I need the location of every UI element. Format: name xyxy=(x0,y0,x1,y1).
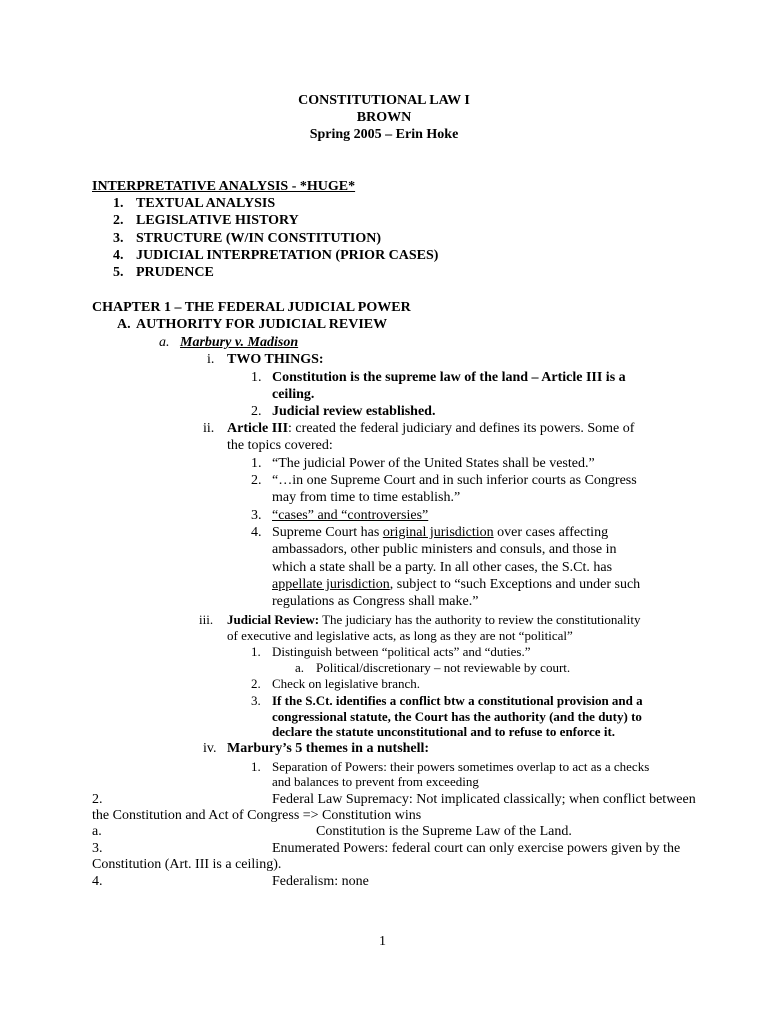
item-num: 1. xyxy=(251,759,261,774)
list-item-cont: Constitution (Art. III is a ceiling). xyxy=(92,857,282,872)
item-num: 4. xyxy=(251,525,262,540)
list-item: Political/discretionary – not reviewable by court. xyxy=(316,660,571,675)
list-item-cont: which a state shall be a party. In all other cases, the S.Ct. has xyxy=(272,560,613,575)
list-item: TEXTUAL ANALYSIS xyxy=(136,196,276,211)
list-item-num: 3. xyxy=(113,231,124,246)
list-item: Constitution is the Supreme Law of the Land. xyxy=(316,824,572,839)
item-num: 4. xyxy=(92,874,103,889)
list-item: Check on legislative branch. xyxy=(272,676,421,691)
item-num: 2. xyxy=(251,676,261,691)
item-num: 1. xyxy=(251,370,262,385)
subsection-heading: Marbury’s 5 themes in a nutshell: xyxy=(227,741,430,756)
item-letter: a. xyxy=(295,660,305,675)
original-jurisdiction: original jurisdiction xyxy=(382,525,494,540)
judicial-review-label: Judicial Review: xyxy=(227,612,320,627)
article3-intro xyxy=(227,421,634,437)
doc-term: Spring 2005 – Erin Hoke xyxy=(309,127,459,142)
list-item-num: 5. xyxy=(113,265,124,280)
list-item: If the S.Ct. identifies a conflict btw a constitutional provision and a xyxy=(272,693,643,708)
list-item: declare the statute unconstitutional and to refuse to enforce it. xyxy=(272,724,616,739)
list-item: Judicial review established. xyxy=(272,404,436,419)
list-item xyxy=(272,525,608,541)
item-num: 2. xyxy=(251,473,262,488)
interpretative-heading: INTERPRETATIVE ANALYSIS - *HUGE* xyxy=(92,179,356,194)
section-heading: AUTHORITY FOR JUDICIAL REVIEW xyxy=(136,317,388,332)
list-item-cont: regulations as Congress shall make.” xyxy=(272,594,479,609)
item-letter: a. xyxy=(92,824,102,839)
list-item: and balances to prevent from exceeding xyxy=(272,774,479,789)
item-num: 1. xyxy=(251,644,261,659)
roman-num: iii. xyxy=(199,612,214,627)
text-span: , subject to “such Exceptions and under such xyxy=(389,577,641,592)
list-item: “The judicial Power of the United States shall be vested.” xyxy=(272,456,595,471)
item-num: 3. xyxy=(251,693,261,708)
item-num: 2. xyxy=(251,404,262,419)
roman-num: i. xyxy=(207,352,215,367)
list-item: Distinguish between “political acts” and “duties.” xyxy=(272,644,531,659)
list-item-num: 4. xyxy=(113,248,124,263)
list-item-num: 1. xyxy=(113,196,124,211)
chapter-heading: CHAPTER 1 – THE FEDERAL JUDICIAL POWER xyxy=(92,300,411,315)
case-letter: a. xyxy=(159,335,170,350)
judicial-review-text: of executive and legislative acts, as long as they are not “political” xyxy=(227,628,573,643)
case-name: Marbury v. Madison xyxy=(180,335,299,350)
doc-professor: BROWN xyxy=(356,110,412,125)
list-item: “…in one Supreme Court and in such inferior courts as Congress xyxy=(272,473,637,488)
item-num: 3. xyxy=(251,508,262,523)
article3-text: : created the federal judiciary and defines its powers. Some of xyxy=(288,421,635,436)
subsection-heading: TWO THINGS: xyxy=(227,352,324,367)
list-item: “cases” and “controversies” xyxy=(272,508,429,523)
text-span: The judiciary has the authority to review the constitutionality xyxy=(319,612,641,627)
list-item-num: 2. xyxy=(113,213,124,228)
list-item: Separation of Powers: their powers sometimes overlap to act as a checks xyxy=(272,759,650,774)
list-item: JUDICIAL INTERPRETATION (PRIOR CASES) xyxy=(136,248,439,263)
list-item-cont: ambassadors, other public ministers and consuls, and those in xyxy=(272,542,617,557)
list-item: ceiling. xyxy=(272,387,315,402)
section-letter: A. xyxy=(117,317,131,332)
appellate-jurisdiction: appellate jurisdiction xyxy=(272,577,390,592)
judicial-review-intro xyxy=(227,612,641,628)
list-item: STRUCTURE (W/IN CONSTITUTION) xyxy=(136,231,382,246)
list-item: Federal Law Supremacy: Not implicated classically; when conflict between xyxy=(272,792,696,807)
list-item: Federalism: none xyxy=(272,874,369,889)
list-item: LEGISLATIVE HISTORY xyxy=(136,213,299,228)
text-span: Supreme Court has xyxy=(272,525,383,540)
list-item: PRUDENCE xyxy=(136,265,214,280)
article3-text: the topics covered: xyxy=(227,438,333,453)
list-item: congressional statute, the Court has the authority (and the duty) to xyxy=(272,709,642,724)
list-item: Constitution is the supreme law of the land – Article III is a xyxy=(272,370,626,385)
list-item-cont: the Constitution and Act of Congress => Constitution wins xyxy=(92,808,422,823)
list-item-cont xyxy=(272,577,640,593)
roman-num: iv. xyxy=(203,741,217,756)
item-num: 2. xyxy=(92,792,103,807)
doc-title: CONSTITUTIONAL LAW I xyxy=(298,93,470,108)
article3-label: Article III xyxy=(227,421,289,436)
page-number: 1 xyxy=(379,934,386,949)
roman-num: ii. xyxy=(203,421,215,436)
list-item: may from time to time establish.” xyxy=(272,490,461,505)
list-item: Enumerated Powers: federal court can only exercise powers given by the xyxy=(272,841,681,856)
text-span: over cases affecting xyxy=(493,525,609,540)
item-num: 3. xyxy=(92,841,103,856)
item-num: 1. xyxy=(251,456,262,471)
